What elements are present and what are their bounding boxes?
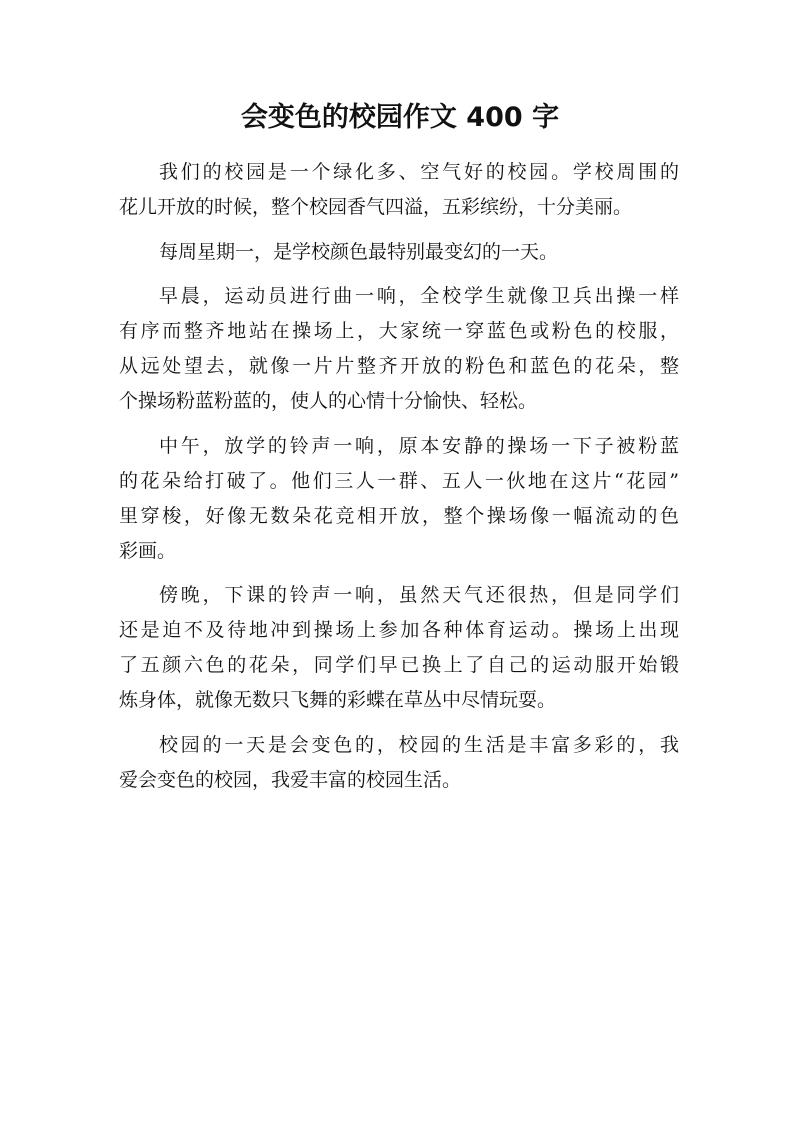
paragraph-line: 我们的校园是一个绿化多、空气好的校园。学校周围的 [159, 161, 679, 183]
paragraph-line: 还是迫不及待地冲到操场上参加各种体育运动。操场上出现 [119, 619, 679, 641]
document-title: 会变色的校园作文 400 字 [240, 102, 560, 133]
paragraph-2 [119, 235, 679, 270]
paragraph-line: 的花朵给打破了。他们三人一群、五人一伙地在这片“花园” [119, 469, 679, 492]
paragraph-4 [119, 429, 679, 569]
paragraph-line: 炼身体，就像无数只飞舞的彩蝶在草丛中尽情玩耍。 [119, 689, 557, 711]
paragraph-line: 傍晚，下课的铃声一响，虽然天气还很热，但是同学们 [159, 584, 679, 606]
paragraph-line: 个操场粉蓝粉蓝的，使人的心情十分愉快、轻松。 [119, 390, 538, 412]
paragraph-line: 中午，放学的铃声一响，原本安静的操场一下子被粉蓝 [159, 434, 679, 457]
paragraph-line: 校园的一天是会变色的，校园的生活是丰富多彩的，我 [159, 733, 679, 756]
document-body [119, 155, 679, 807]
paragraph-line: 从远处望去，就像一片片整齐开放的粉色和蓝色的花朵，整 [119, 355, 679, 377]
paragraph-line: 花儿开放的时候，整个校园香气四溢，五彩缤纷，十分美丽。 [119, 196, 633, 218]
paragraph-line: 了五颜六色的花朵，同学们早已换上了自己的运动服开始锻 [119, 654, 679, 676]
paragraph-6 [119, 728, 679, 798]
paragraph-line: 爱会变色的校园，我爱丰富的校园生活。 [119, 768, 462, 791]
paragraph-line: 早晨，运动员进行曲一响，全校学生就像卫兵出操一样 [159, 285, 679, 307]
paragraph-line: 每周星期一，是学校颜色最特别最变幻的一天。 [159, 240, 559, 263]
paragraph-3 [119, 279, 679, 419]
paragraph-1 [119, 155, 679, 225]
paragraph-line: 有序而整齐地站在操场上，大家统一穿蓝色或粉色的校服， [119, 320, 679, 342]
paragraph-line: 彩画。 [119, 539, 177, 562]
paragraph-5 [119, 578, 679, 718]
paragraph-line: 里穿梭，好像无数朵花竞相开放，整个操场像一幅流动的色 [119, 504, 679, 527]
